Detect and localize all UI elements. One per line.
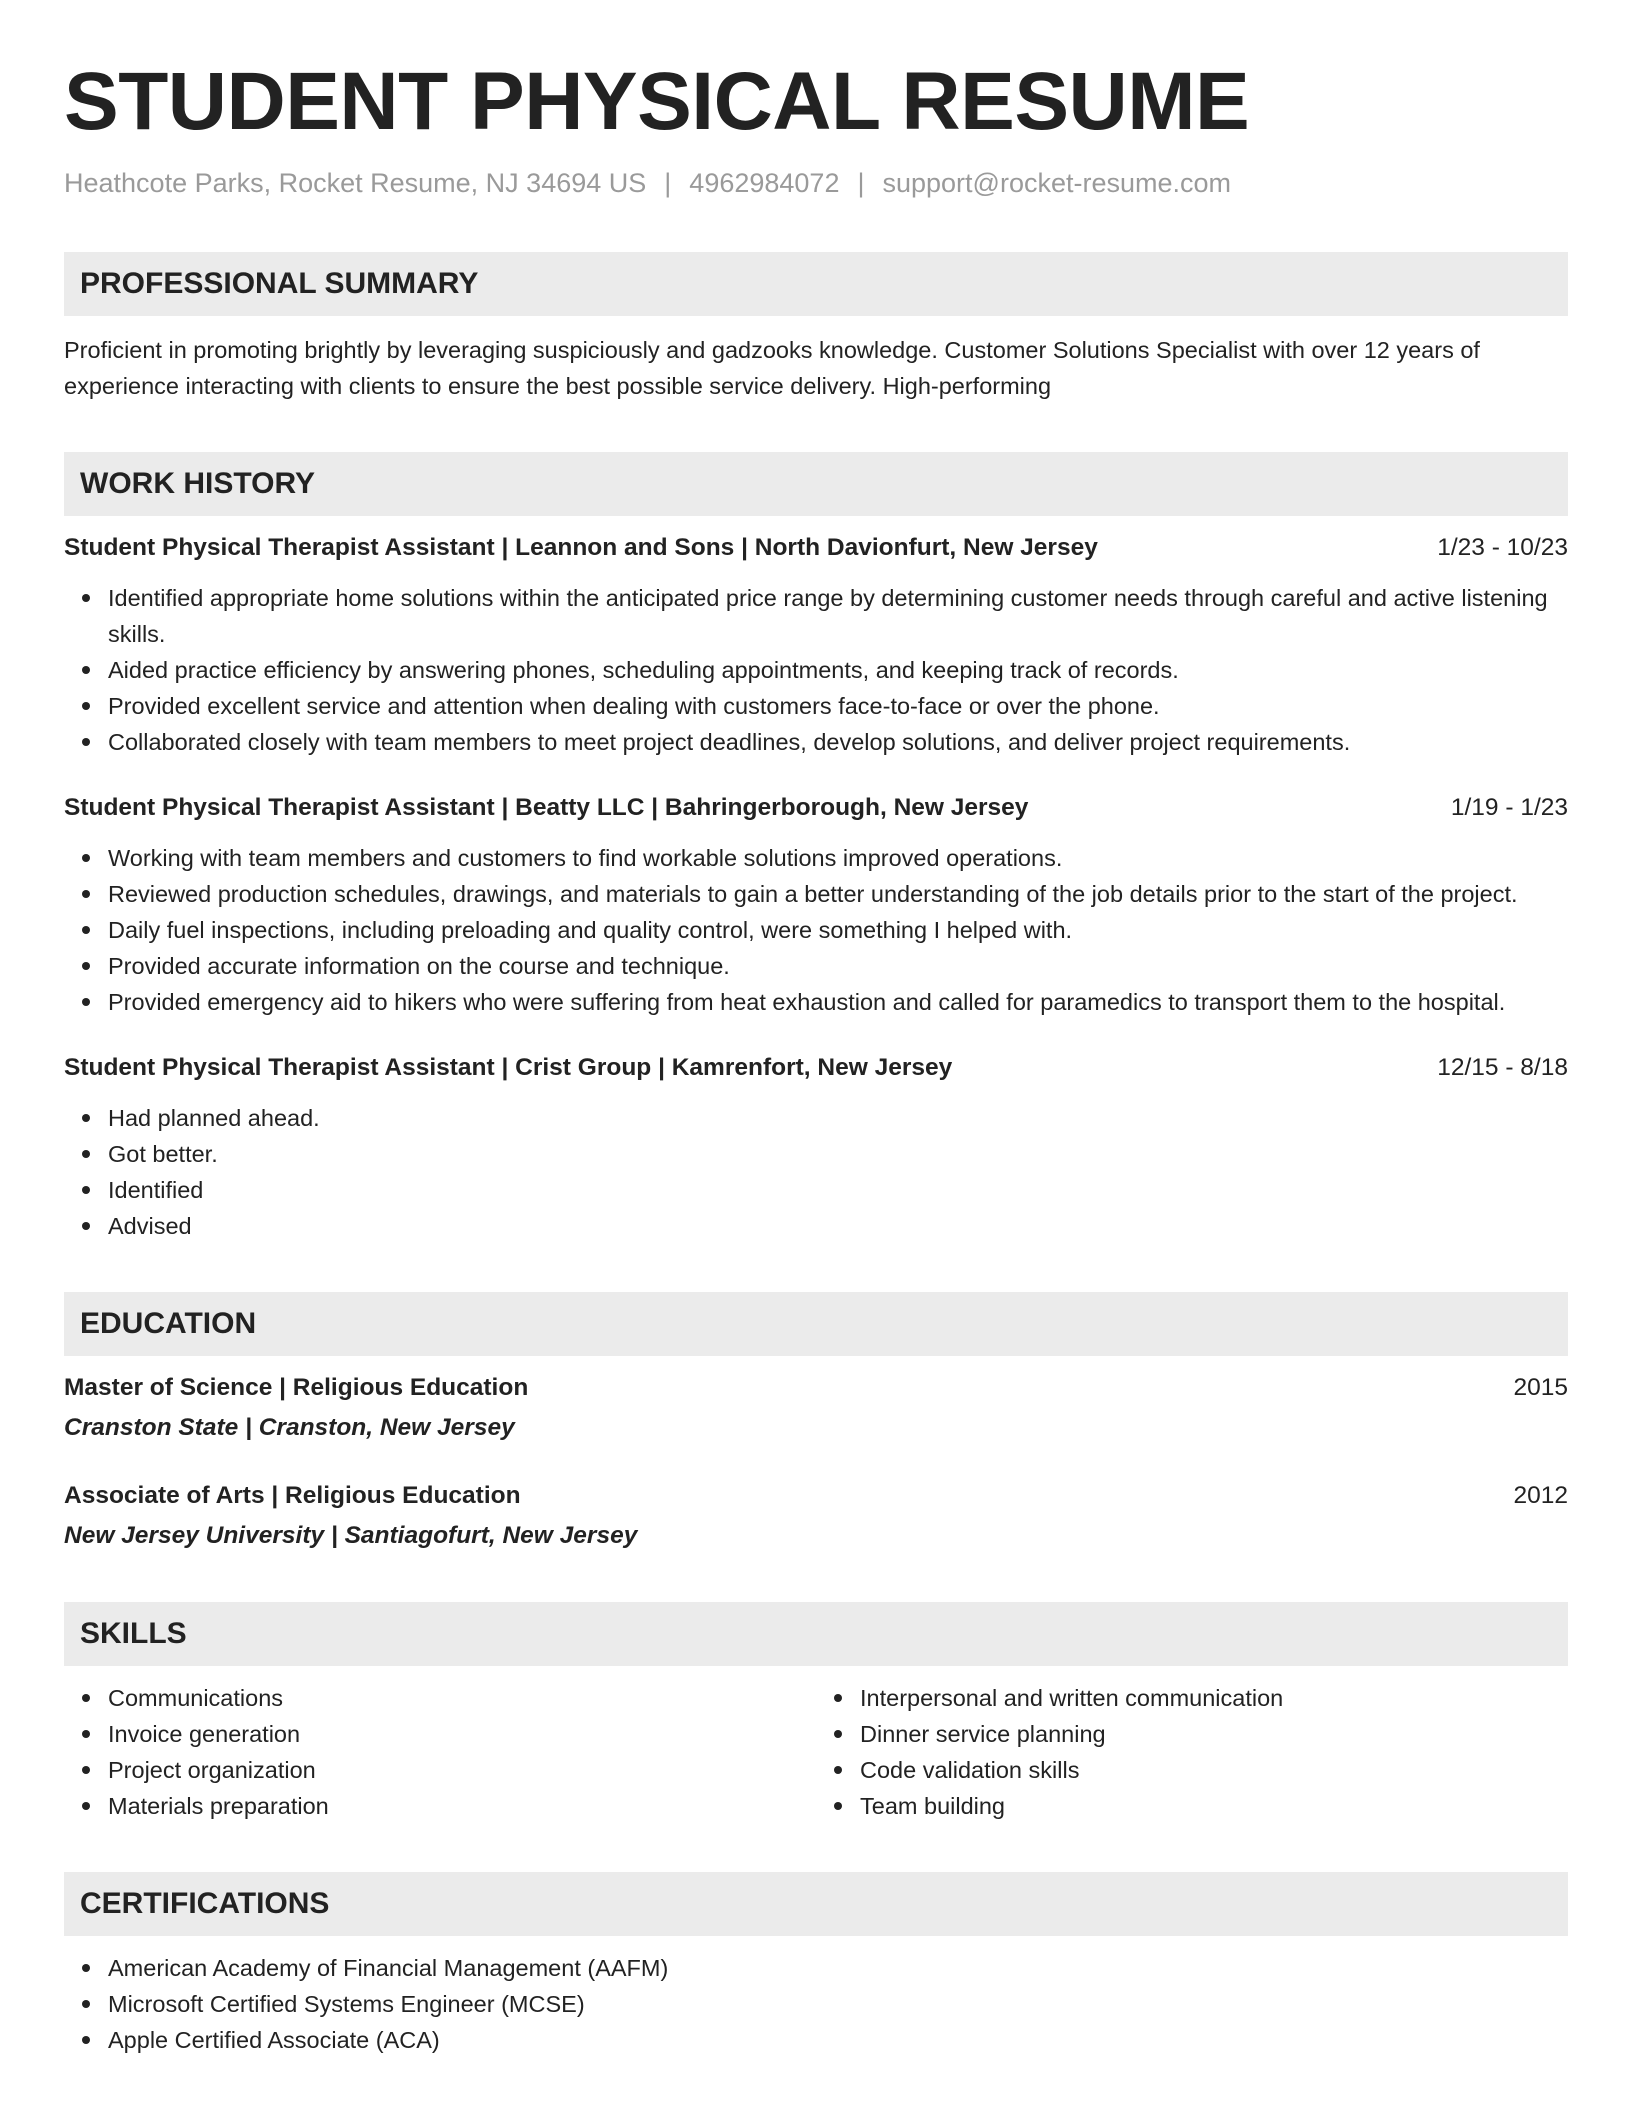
skill-item: Communications [108,1680,816,1716]
job-bullet: Identified appropriate home solutions within the anticipated price range by determining customer needs through careful and active listening skills. [108,580,1568,652]
job-bullets [64,580,1568,760]
job-bullet: Daily fuel inspections, including preloading and quality control, were something I helped with. [108,912,1568,948]
education-year: 2015 [1513,1374,1568,1401]
job-bullet: Provided accurate information on the course and technique. [108,948,1568,984]
education-entry [64,1478,1568,1554]
job-header [64,1050,1568,1086]
skill-item: Materials preparation [108,1788,816,1824]
job-bullet: Reviewed production schedules, drawings, and materials to gain a better understanding of the job details prior to the start of the project. [108,876,1568,912]
skill-item: Invoice generation [108,1716,816,1752]
job-bullet: Working with team members and customers to find workable solutions improved operations. [108,840,1568,876]
skill-item: Dinner service planning [860,1716,1568,1752]
education-entry [64,1370,1568,1446]
job-bullets [64,1100,1568,1244]
job-entry [64,530,1568,760]
job-header [64,530,1568,566]
contact-email: support@rocket-resume.com [882,168,1232,198]
section-header-skills: SKILLS [64,1602,1568,1666]
job-bullet: Got better. [108,1136,1568,1172]
skills-column-right [816,1680,1568,1824]
skills-column-left [64,1680,816,1824]
section-header-education: EDUCATION [64,1292,1568,1356]
job-entry [64,790,1568,1020]
contact-phone: 4962984072 [689,168,840,198]
education-year: 2012 [1513,1482,1568,1509]
skill-item: Interpersonal and written communication [860,1680,1568,1716]
contact-separator: | [857,168,865,198]
job-bullet: Aided practice efficiency by answering phones, scheduling appointments, and keeping track of records. [108,652,1568,688]
job-dates: 1/19 - 1/23 [1450,794,1568,821]
job-bullet: Provided emergency aid to hikers who were suffering from heat exhaustion and called for paramedics to transport them to the hospital. [108,984,1568,1020]
contact-line [64,166,1568,200]
job-entry [64,1050,1568,1244]
education-header [64,1370,1568,1406]
education-degree: Master of Science | Religious Education [64,1374,529,1401]
education-header [64,1478,1568,1514]
job-bullets [64,840,1568,1020]
job-dates: 12/15 - 8/18 [1437,1054,1568,1081]
section-header-summary: PROFESSIONAL SUMMARY [64,252,1568,316]
certification-item: Microsoft Certified Systems Engineer (MCSE) [108,1986,1568,2022]
job-bullet: Identified [108,1172,1568,1208]
job-bullet: Advised [108,1208,1568,1244]
summary-text: Proficient in promoting brightly by leveraging suspiciously and gadzooks knowledge. Customer Solutions Specialist with over 12 years of experience interacting with clients to ensure the best possible service delivery. High-performing [64,337,1480,399]
job-title: Student Physical Therapist Assistant | Crist Group | Kamrenfort, New Jersey [64,1054,953,1081]
skill-item: Code validation skills [860,1752,1568,1788]
section-header-certifications: CERTIFICATIONS [64,1872,1568,1936]
certification-item: Apple Certified Associate (ACA) [108,2022,1568,2058]
job-dates: 1/23 - 10/23 [1437,534,1568,561]
job-bullet: Collaborated closely with team members to meet project deadlines, develop solutions, and deliver project requirements. [108,724,1568,760]
section-header-work-history: WORK HISTORY [64,452,1568,516]
job-bullet: Had planned ahead. [108,1100,1568,1136]
skill-item: Project organization [108,1752,816,1788]
education-degree: Associate of Arts | Religious Education [64,1482,521,1509]
skills-list [64,1680,1568,1824]
skill-item: Team building [860,1788,1568,1824]
job-title: Student Physical Therapist Assistant | Leannon and Sons | North Davionfurt, New Jersey [64,534,1098,561]
resume-name: STUDENT PHYSICAL RESUME [64,56,1250,147]
contact-address: Heathcote Parks, Rocket Resume, NJ 34694 US [64,168,647,198]
job-header [64,790,1568,826]
education-school: Cranston State | Cranston, New Jersey [64,1414,515,1441]
certifications-list [64,1950,1568,2058]
job-title: Student Physical Therapist Assistant | Beatty LLC | Bahringerborough, New Jersey [64,794,1029,821]
job-bullet: Provided excellent service and attention when dealing with customers face-to-face or over the phone. [108,688,1568,724]
certification-item: American Academy of Financial Management (AAFM) [108,1950,1568,1986]
education-school: New Jersey University | Santiagofurt, New Jersey [64,1522,638,1549]
contact-separator: | [664,168,672,198]
